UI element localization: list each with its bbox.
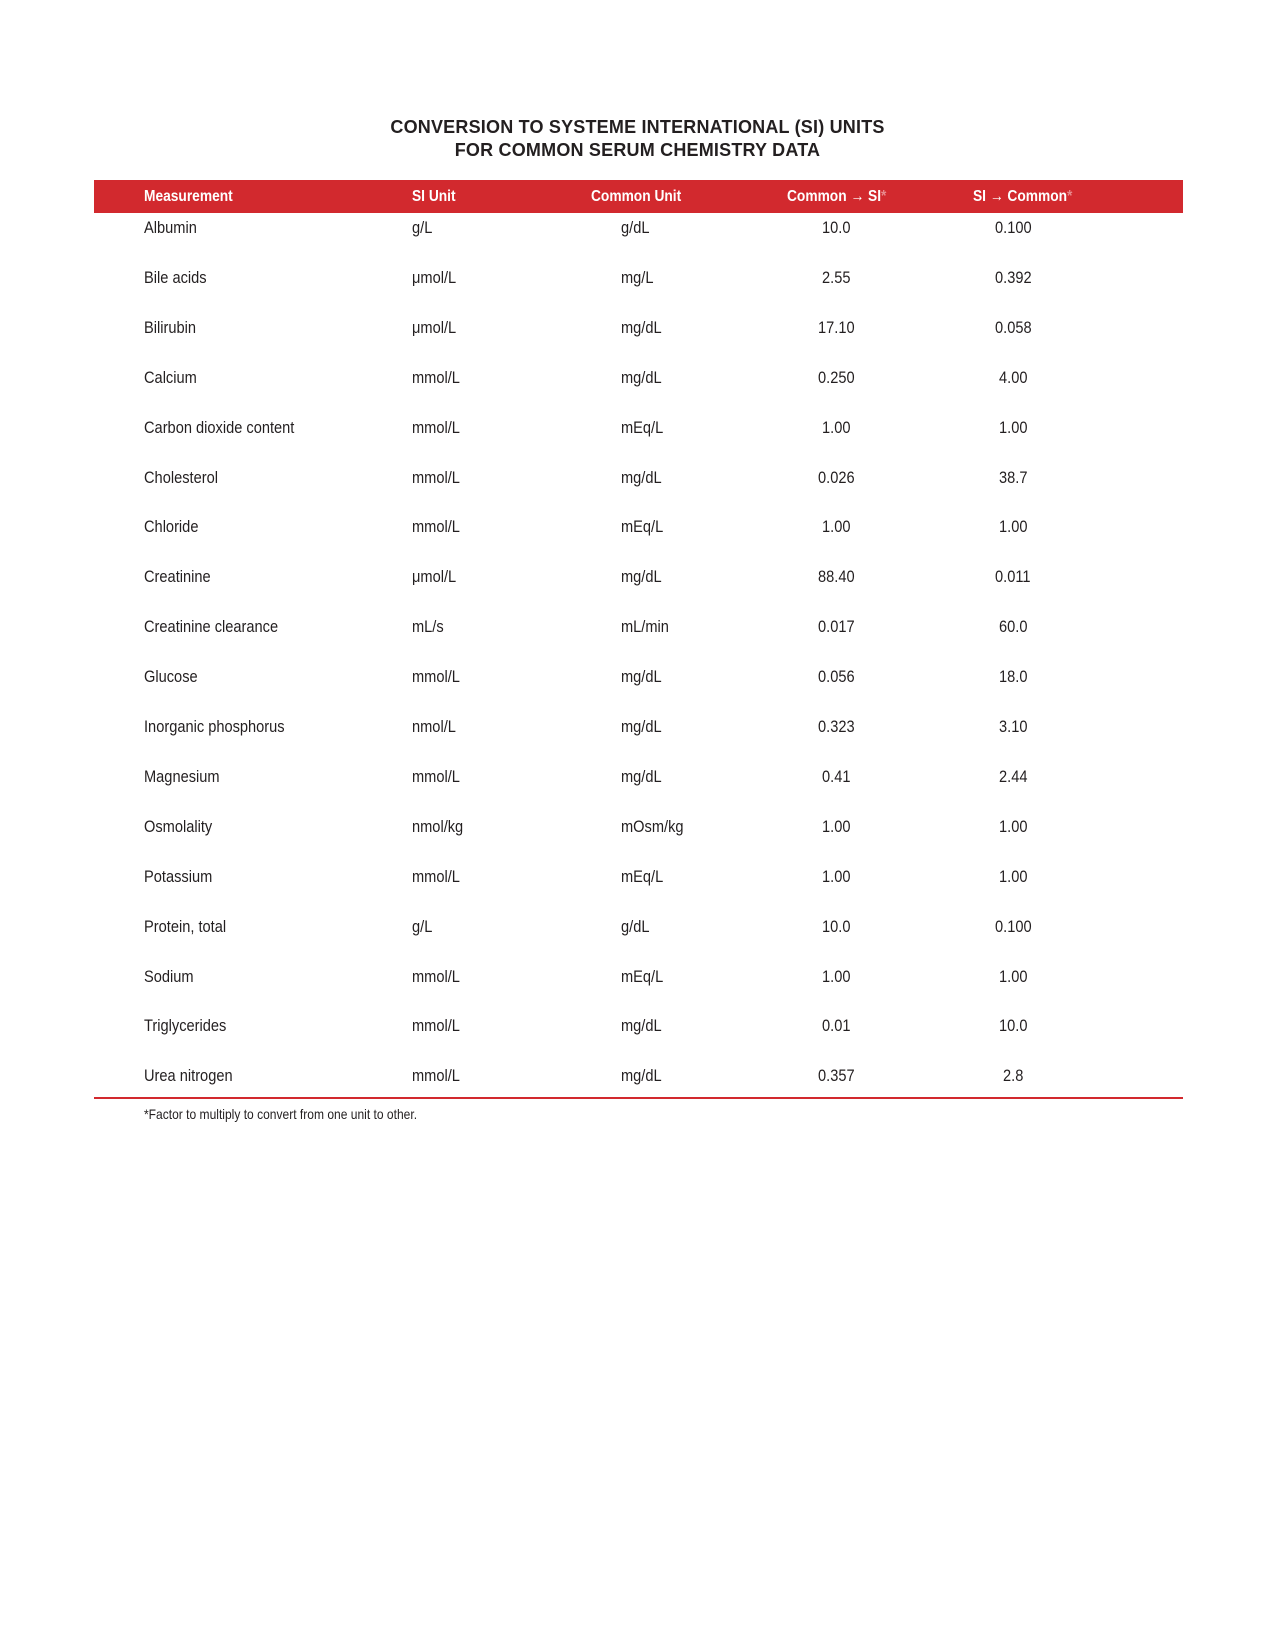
cell-measurement: Magnesium bbox=[144, 767, 220, 786]
cell-si-unit: μmol/L bbox=[412, 567, 457, 586]
cell-common-to-si: 0.41 bbox=[822, 767, 851, 786]
cell-measurement: Sodium bbox=[144, 967, 194, 986]
table-row bbox=[0, 318, 1275, 358]
table-row bbox=[0, 867, 1275, 907]
cell-common-to-si: 0.056 bbox=[818, 667, 855, 686]
cell-si-to-common: 60.0 bbox=[999, 617, 1028, 636]
table-row bbox=[0, 517, 1275, 557]
cell-common-to-si: 1.00 bbox=[822, 418, 851, 437]
cell-measurement: Calcium bbox=[144, 368, 197, 387]
cell-common-unit: mL/min bbox=[621, 617, 669, 636]
table-row bbox=[0, 567, 1275, 607]
table-row bbox=[0, 468, 1275, 508]
cell-common-to-si: 0.01 bbox=[822, 1016, 851, 1035]
cell-common-unit: mg/L bbox=[621, 268, 654, 287]
cell-common-to-si: 0.357 bbox=[818, 1066, 855, 1085]
table-row bbox=[0, 967, 1275, 1007]
cell-si-unit: mmol/L bbox=[412, 767, 460, 786]
cell-si-unit: mmol/L bbox=[412, 867, 460, 886]
cell-si-unit: nmol/kg bbox=[412, 817, 464, 836]
title-line-2: FOR COMMON SERUM CHEMISTRY DATA bbox=[454, 140, 821, 160]
header-si-unit: SI Unit bbox=[412, 188, 456, 205]
cell-common-unit: mg/dL bbox=[621, 1016, 662, 1035]
cell-common-unit: g/dL bbox=[621, 917, 650, 936]
cell-si-unit: μmol/L bbox=[412, 268, 457, 287]
table-bottom-rule bbox=[94, 1097, 1183, 1099]
cell-si-to-common: 0.058 bbox=[995, 318, 1032, 337]
cell-measurement: Cholesterol bbox=[144, 468, 218, 487]
cell-si-unit: mmol/L bbox=[412, 1016, 460, 1035]
header-common-to-si bbox=[787, 188, 886, 206]
cell-common-unit: mg/dL bbox=[621, 667, 662, 686]
cell-si-to-common: 10.0 bbox=[999, 1016, 1028, 1035]
table-header bbox=[94, 180, 1183, 213]
cell-common-unit: mg/dL bbox=[621, 1066, 662, 1085]
cell-measurement: Bilirubin bbox=[144, 318, 197, 337]
cell-si-to-common: 0.100 bbox=[995, 917, 1032, 936]
cell-si-to-common: 4.00 bbox=[999, 368, 1028, 387]
cell-common-to-si: 0.017 bbox=[818, 617, 855, 636]
cell-si-to-common: 38.7 bbox=[999, 468, 1028, 487]
cell-common-to-si: 88.40 bbox=[818, 567, 855, 586]
cell-si-unit: mmol/L bbox=[412, 468, 460, 487]
cell-si-to-common: 1.00 bbox=[999, 867, 1028, 886]
cell-si-to-common: 0.011 bbox=[995, 567, 1031, 586]
cell-measurement: Triglycerides bbox=[144, 1016, 227, 1035]
cell-common-to-si: 1.00 bbox=[822, 817, 851, 836]
cell-si-unit: mmol/L bbox=[412, 368, 460, 387]
cell-si-to-common: 18.0 bbox=[999, 667, 1028, 686]
cell-si-to-common: 1.00 bbox=[999, 418, 1028, 437]
cell-si-unit: mL/s bbox=[412, 617, 444, 636]
cell-si-to-common: 0.392 bbox=[995, 268, 1032, 287]
cell-common-to-si: 2.55 bbox=[822, 268, 851, 287]
cell-si-to-common: 2.44 bbox=[999, 767, 1028, 786]
table-row bbox=[0, 1016, 1275, 1056]
cell-common-to-si: 1.00 bbox=[822, 517, 851, 536]
cell-si-unit: mmol/L bbox=[412, 418, 460, 437]
cell-measurement: Potassium bbox=[144, 867, 213, 886]
cell-common-to-si: 10.0 bbox=[822, 917, 851, 936]
table-row bbox=[0, 817, 1275, 857]
table-row bbox=[0, 268, 1275, 308]
cell-measurement: Inorganic phosphorus bbox=[144, 717, 285, 736]
cell-measurement: Urea nitrogen bbox=[144, 1066, 233, 1085]
header-measurement: Measurement bbox=[144, 188, 233, 205]
table-row bbox=[0, 1066, 1275, 1106]
cell-common-to-si: 1.00 bbox=[822, 967, 851, 986]
cell-si-unit: mmol/L bbox=[412, 517, 460, 536]
table-row bbox=[0, 767, 1275, 807]
cell-si-unit: g/L bbox=[412, 917, 433, 936]
header-common-unit: Common Unit bbox=[591, 188, 682, 205]
cell-common-unit: mg/dL bbox=[621, 368, 662, 387]
cell-common-to-si: 0.323 bbox=[818, 717, 855, 736]
table-row bbox=[0, 368, 1275, 408]
cell-common-unit: mg/dL bbox=[621, 567, 662, 586]
cell-common-to-si: 0.026 bbox=[818, 468, 855, 487]
cell-si-unit: mmol/L bbox=[412, 967, 460, 986]
cell-si-unit: mmol/L bbox=[412, 667, 460, 686]
cell-common-to-si: 10.0 bbox=[822, 218, 851, 237]
cell-common-unit: g/dL bbox=[621, 218, 650, 237]
cell-common-unit: mg/dL bbox=[621, 318, 662, 337]
cell-common-unit: mg/dL bbox=[621, 717, 662, 736]
cell-si-to-common: 2.8 bbox=[1003, 1066, 1024, 1085]
cell-common-unit: mg/dL bbox=[621, 468, 662, 487]
cell-common-unit: mEq/L bbox=[621, 418, 664, 437]
cell-measurement: Carbon dioxide content bbox=[144, 418, 295, 437]
cell-common-to-si: 17.10 bbox=[818, 318, 855, 337]
cell-si-unit: mmol/L bbox=[412, 1066, 460, 1085]
cell-measurement: Protein, total bbox=[144, 917, 227, 936]
cell-measurement: Creatinine bbox=[144, 567, 211, 586]
cell-measurement: Chloride bbox=[144, 517, 199, 536]
header-asterisk: * bbox=[881, 188, 887, 205]
cell-si-unit: μmol/L bbox=[412, 318, 457, 337]
cell-common-to-si: 1.00 bbox=[822, 867, 851, 886]
cell-common-unit: mEq/L bbox=[621, 967, 664, 986]
table-row bbox=[0, 418, 1275, 458]
cell-si-to-common: 3.10 bbox=[999, 717, 1028, 736]
cell-common-unit: mEq/L bbox=[621, 867, 664, 886]
cell-si-unit: nmol/L bbox=[412, 717, 456, 736]
cell-measurement: Bile acids bbox=[144, 268, 207, 287]
header-asterisk: * bbox=[1067, 188, 1073, 205]
header-si-to-common-label: SI → Common bbox=[973, 188, 1068, 205]
table-row bbox=[0, 917, 1275, 957]
cell-common-unit: mEq/L bbox=[621, 517, 664, 536]
cell-measurement: Glucose bbox=[144, 667, 198, 686]
table-row bbox=[0, 218, 1275, 258]
cell-si-to-common: 0.100 bbox=[995, 218, 1032, 237]
cell-common-unit: mg/dL bbox=[621, 767, 662, 786]
cell-si-to-common: 1.00 bbox=[999, 967, 1028, 986]
header-si-to-common bbox=[973, 188, 1072, 206]
cell-measurement: Creatinine clearance bbox=[144, 617, 279, 636]
cell-measurement: Osmolality bbox=[144, 817, 213, 836]
cell-si-to-common: 1.00 bbox=[999, 517, 1028, 536]
cell-common-to-si: 0.250 bbox=[818, 368, 855, 387]
header-common-to-si-label: Common → SI bbox=[787, 188, 882, 205]
cell-measurement: Albumin bbox=[144, 218, 197, 237]
table-row bbox=[0, 667, 1275, 707]
title-line-1: CONVERSION TO SYSTEME INTERNATIONAL (SI) UNITS bbox=[390, 117, 885, 137]
cell-si-to-common: 1.00 bbox=[999, 817, 1028, 836]
cell-si-unit: g/L bbox=[412, 218, 433, 237]
table-row bbox=[0, 617, 1275, 657]
footnote: *Factor to multiply to convert from one unit to other. bbox=[144, 1106, 418, 1122]
table-row bbox=[0, 717, 1275, 757]
cell-common-unit: mOsm/kg bbox=[621, 817, 684, 836]
